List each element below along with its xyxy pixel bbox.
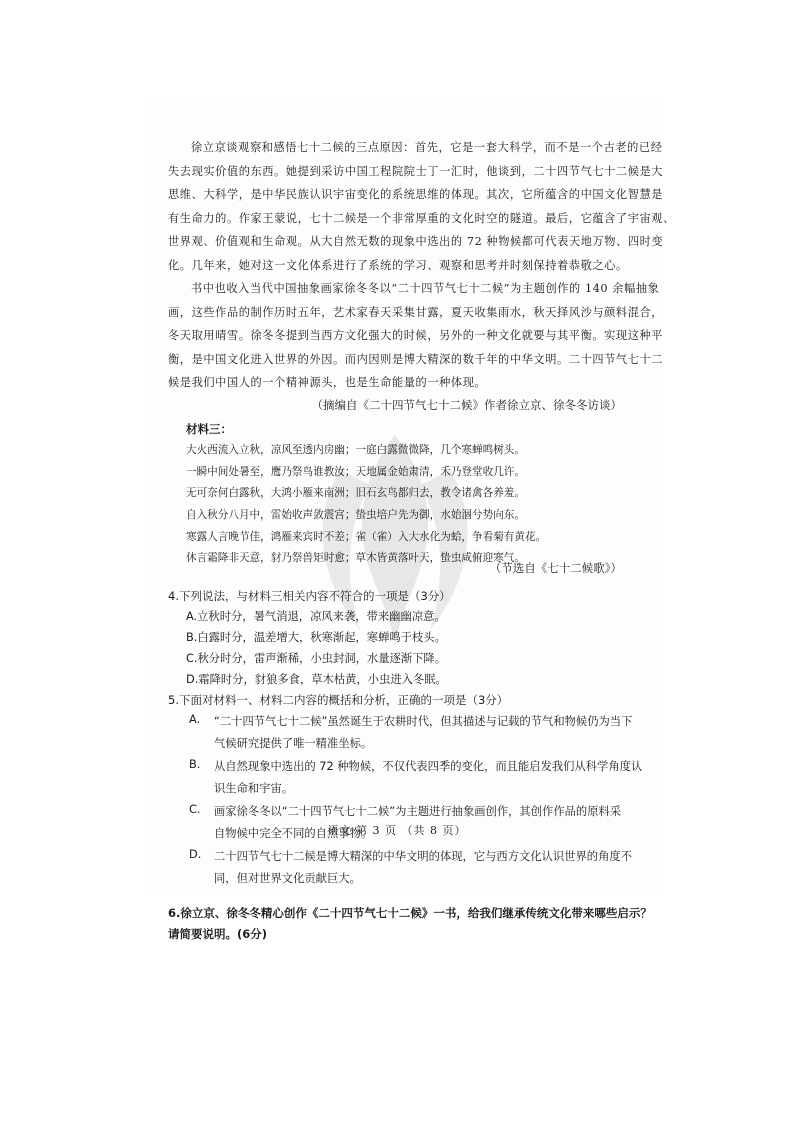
text-line: 书中也收入当代中国抽象画家徐冬冬以“二十四节气七十二候”为主题创作的 140 余幅抽象 [191,282,660,295]
poem-line: 大火西流入立秋，凉风至透内房幽；一庭白露微微降，几个寒蝉鸣树头。 [186,444,525,456]
text-line: 候是我们中国人的一个精神源头，也是生命能量的一种体现。 [168,376,487,389]
text-line: 冬天取用晴雪。徐冬冬提到当西方文化强大的时候，另外的一种文化就要与其平衡。实现这种平 [168,329,664,342]
text-line: 衡，是中国文化进入世界的外因。而内因则是博大精深的数千年的中华文明。二十四节气七十二 [168,352,664,366]
question-4-option-d: D.霜降时分，豺狼多食，草木枯黄，小虫进入冬眠。 [186,673,447,686]
text-line: 失去现实价值的东西。她提到采访中国工程院院士丁一汇时，他谈到，二十四节气七十二候是大 [168,164,664,178]
poem-line: 休言霜降非天意，豺乃祭兽矩时愈；草木皆黄落叶天，蛰虫咸俯迎寒气。 [186,552,525,565]
question-4-option-c: C.秋分时分，雷声渐稀，小虫封洞，水量逐渐下降。 [186,652,447,665]
article-source: （摘编自《二十四节气七十二候》作者徐立京、徐冬冬访谈） [311,398,622,412]
article-paragraph-2 [168,277,664,395]
option-label: B. [189,758,201,771]
poem-line: 无可奈何白露秋，大鸿小雁来南洲；旧石玄鸟都归去，教令诸禽各养羞。 [186,487,525,500]
poem-line: 自入秋分八月中，雷始收声敛震宫；蛰虫培户先为御，水始涸兮势向东。 [186,509,525,522]
question-4-options [186,606,447,690]
option-label: D. [189,848,202,861]
material3-heading: 材料三： [186,422,232,436]
question-4-option-b: B.白露时分，温差增大，秋寒渐起，寒蝉鸣于枝头。 [186,631,446,644]
question-4-stem: 4.下列说法，与材料三相关内容不符合的一项是（3分） [168,589,451,603]
option-text: 识生命和宇宙。 [214,782,294,795]
text-line: 徐立京谈观察和感悟七十二候的三点原因：首先，它是一套大科学，而不是一个古老的已经 [191,141,663,154]
text-line: 化。几年来，她对这一文化体系进行了系统的学习、观察和思考并时刻保持着恭敬之心。 [168,258,628,272]
poem-line: 寒露人言晚节佳，鸿雁来宾时不差；雀（雀）入大水化为蛤，争看菊有黄花。 [186,530,547,543]
option-label: C. [189,803,201,816]
option-text: 气候研究提供了唯一精准坐标。 [214,737,373,750]
option-text: “二十四节气七十二候”虽然诞生于农耕时代，但其描述与记载的节气和物候仍为当下 [214,715,633,728]
question-4-option-a: A.立秋时分，暑气消退，凉风来袭，带来幽幽凉意。 [186,610,446,623]
text-line: 有生命力的。作家王蒙说，七十二候是一个非常厚重的文化时空的隧道。最后，它蕴含了宇宙观、 [168,211,675,225]
option-text: 二十四节气七十二候是博大精深的中华文明的体现，它与西方文化认识世界的角度不 [214,850,632,863]
question-5-stem: 5.下面对材料一、材料二内容的概括和分析，正确的一项是（3分） [168,693,509,707]
page-footer: 语文 第 3 页 （共 8 页） [327,824,467,837]
poem-line: 一瞬中间处暑至，鹰乃祭鸟谁教汝；天地属金始肃清，禾乃登堂收几许。 [186,465,525,478]
question-6-line-1: 6.徐立京、徐冬冬精心创作《二十四节气七十二候》一书，给我们继承传统文化带来哪些启示？ [168,906,652,920]
text-line: 画，这些作品的制作历时五年，艺术家春天采集甘露，夏天收集雨水，秋天择风沙与颜料混合， [168,305,664,319]
option-text: 自物候中完全不同的自然事物。 [214,827,373,840]
material3-poem [186,440,546,570]
option-text: 从自然现象中选出的 72 种物候，不仅代表四季的变化，而且能启发我们从科学角度认 [214,760,643,773]
option-label: A. [189,713,201,726]
text-line: 思维、大科学，是中华民族认识宇宙变化的系统思维的体现。其次，它所蕴含的中国文化智慧是 [168,188,664,201]
option-text: 画家徐冬冬以“二十四节气七十二候”为主题进行抽象画创作，其创作作品的原料采 [214,805,622,818]
question-6-line-2: 请简要说明。(6分) [168,927,268,941]
option-text: 同，但对世界文化贡献巨大。 [214,872,361,885]
article-paragraph-1 [168,136,675,277]
text-line: 世界观、价值观和生命观。从大自然无数的现象中选出的 72 种物候都可代表天地万物、四时变 [168,235,664,248]
material3-source: （节选自《七十二候歌》） [489,561,622,575]
